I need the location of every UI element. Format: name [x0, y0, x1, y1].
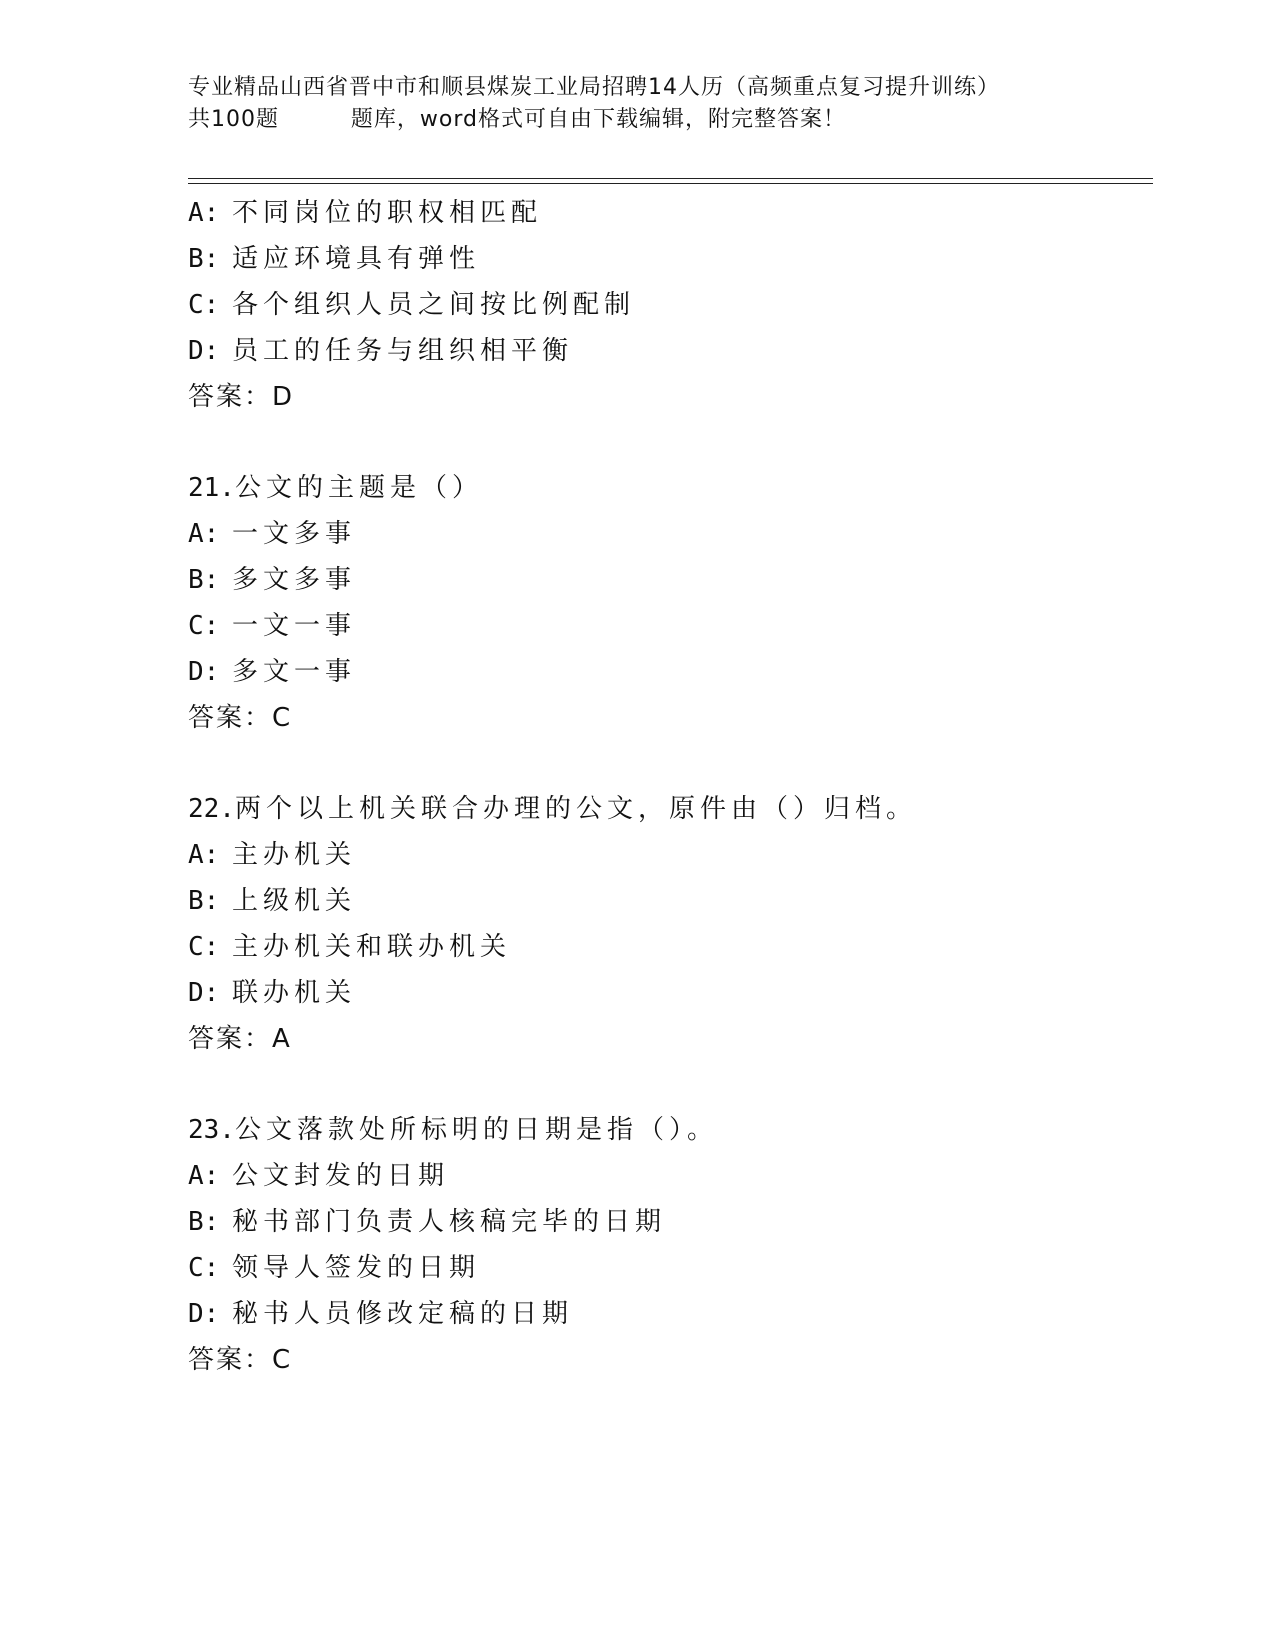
answer-value: D	[272, 382, 294, 412]
question-23	[188, 1107, 1148, 1383]
header-divider-bottom	[188, 183, 1153, 184]
option-text: 联办机关	[232, 978, 357, 1008]
option-key: A:	[188, 519, 220, 549]
option-key: C:	[188, 611, 220, 641]
option-key: C:	[188, 932, 220, 962]
answer-line	[188, 374, 1148, 420]
answer-line	[188, 1016, 1148, 1062]
document-header	[188, 72, 1148, 136]
question-continued	[188, 190, 1148, 420]
answer-label: 答案：	[188, 382, 273, 412]
question-list	[188, 190, 1148, 1428]
option-b	[188, 878, 1148, 924]
option-text: 多文一事	[232, 657, 357, 687]
option-key: D:	[188, 336, 220, 366]
option-key: B:	[188, 244, 220, 274]
option-a	[188, 511, 1148, 557]
option-text: 适应环境具有弹性	[232, 244, 481, 274]
option-key: B:	[188, 1207, 220, 1237]
option-text: 多文多事	[232, 565, 357, 595]
option-d	[188, 328, 1148, 374]
option-b	[188, 236, 1148, 282]
option-d	[188, 1291, 1148, 1337]
option-d	[188, 649, 1148, 695]
header-divider-top	[188, 178, 1153, 179]
option-a	[188, 190, 1148, 236]
option-key: D:	[188, 657, 220, 687]
option-key: C:	[188, 290, 220, 320]
option-b	[188, 557, 1148, 603]
option-c	[188, 924, 1148, 970]
question-number: 21.	[188, 473, 235, 503]
question-number: 22.	[188, 794, 235, 824]
option-text: 不同岗位的职权相匹配	[232, 198, 543, 228]
option-key: B:	[188, 886, 220, 916]
answer-value: C	[272, 703, 292, 733]
question-stem	[188, 1107, 1148, 1153]
option-key: C:	[188, 1253, 220, 1283]
option-text: 秘书部门负责人核稿完毕的日期	[232, 1207, 667, 1237]
option-key: B:	[188, 565, 220, 595]
question-number: 23.	[188, 1115, 235, 1145]
question-text: 公文的主题是（）	[234, 473, 483, 503]
question-text: 两个以上机关联合办理的公文，原件由（）归档。	[234, 794, 917, 824]
answer-label: 答案：	[188, 1345, 273, 1375]
answer-label: 答案：	[188, 1024, 273, 1054]
option-text: 一文多事	[232, 519, 357, 549]
option-text: 一文一事	[232, 611, 357, 641]
option-c	[188, 603, 1148, 649]
answer-value: C	[272, 1345, 292, 1375]
option-d	[188, 970, 1148, 1016]
option-key: D:	[188, 978, 220, 1008]
option-text: 上级机关	[232, 886, 357, 916]
option-text: 主办机关	[232, 840, 357, 870]
option-text: 公文封发的日期	[232, 1161, 450, 1191]
answer-label: 答案：	[188, 703, 273, 733]
option-key: A:	[188, 1161, 220, 1191]
question-21	[188, 465, 1148, 741]
question-stem	[188, 465, 1148, 511]
option-text: 领导人签发的日期	[232, 1253, 481, 1283]
question-22	[188, 786, 1148, 1062]
option-text: 主办机关和联办机关	[232, 932, 512, 962]
option-text: 员工的任务与组织相平衡	[232, 336, 574, 366]
option-a	[188, 1153, 1148, 1199]
header-subtitle-line: 共100题 题库，word格式可自由下载编辑，附完整答案！	[188, 107, 847, 132]
option-c	[188, 1245, 1148, 1291]
option-c	[188, 282, 1148, 328]
option-key: A:	[188, 198, 220, 228]
option-text: 秘书人员修改定稿的日期	[232, 1299, 574, 1329]
question-stem	[188, 786, 1148, 832]
option-b	[188, 1199, 1148, 1245]
answer-line	[188, 1337, 1148, 1383]
question-text: 公文落款处所标明的日期是指（）。	[234, 1115, 718, 1145]
header-title-line: 专业精品山西省晋中市和顺县煤炭工业局招聘14人历（高频重点复习提升训练）	[188, 75, 1000, 100]
answer-line	[188, 695, 1148, 741]
option-key: D:	[188, 1299, 220, 1329]
option-a	[188, 832, 1148, 878]
option-key: A:	[188, 840, 220, 870]
option-text: 各个组织人员之间按比例配制	[232, 290, 636, 320]
answer-value: A	[272, 1024, 291, 1054]
